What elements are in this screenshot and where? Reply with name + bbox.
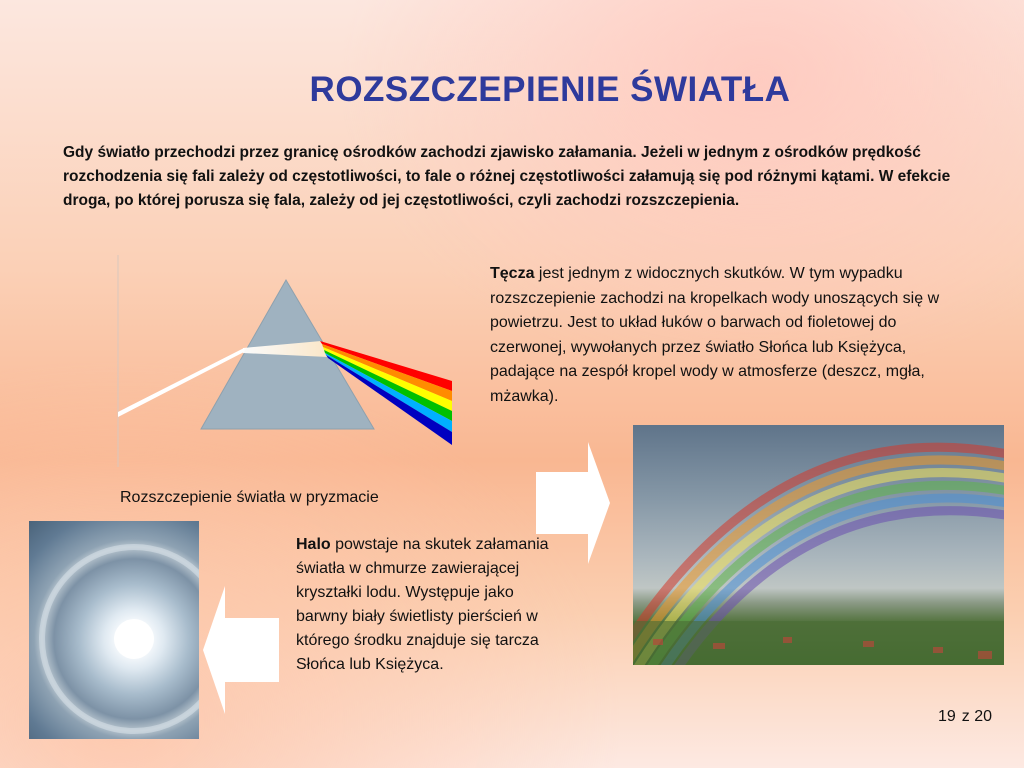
arrow-left-icon bbox=[203, 586, 279, 714]
halo-description bbox=[296, 533, 556, 677]
prism-caption: Rozszczepienie światła w pryzmacie bbox=[120, 489, 379, 506]
page-total: z 20 bbox=[961, 708, 993, 725]
rainbow-term: Tęcza bbox=[490, 265, 535, 282]
rainbow-arc-image bbox=[633, 425, 1004, 665]
halo-term: Halo bbox=[296, 536, 331, 553]
page-number bbox=[938, 708, 998, 726]
halo-photo bbox=[29, 521, 199, 739]
prism-dispersion-figure bbox=[116, 255, 456, 467]
page-current: 19 bbox=[938, 708, 956, 725]
halo-text: powstaje na skutek załamania światła w chmurze zawierającej kryształki lodu. Występuje jako barwny biały świetlisty pierścień w którego środku znajduje się tarcza Słońca lub Księżyca. bbox=[296, 536, 549, 673]
rainbow-description bbox=[490, 262, 940, 409]
rainbow-text: jest jednym z widocznych skutków. W tym wypadku rozszczepienie zachodzi na kropelkach wody unoszących się w powietrzu. Jest to układ łuków o barwach od fioletowej do czerwonej, wywołanych przez światło Słońca lub Księżyca, padające na zespół kropel wody w atmosferze (deszcz, mgła, mżawka). bbox=[490, 265, 940, 405]
rainbow-photo bbox=[633, 425, 1004, 665]
slide-title: ROZSZCZEPIENIE ŚWIATŁA bbox=[309, 70, 791, 109]
intro-paragraph: Gdy światło przechodzi przez granicę ośrodków zachodzi zjawisko załamania. Jeżeli w jednym z ośrodków prędkość rozchodzenia się fali zależy od częstotliwości, to fale o różnej częstotliwości załamują się pod różnymi kątami. W efekcie droga, po której porusza się fala, zależy od jej częstotliwości, czyli zachodzi rozszczepienia. bbox=[63, 144, 951, 209]
halo-ring-image bbox=[29, 521, 199, 739]
